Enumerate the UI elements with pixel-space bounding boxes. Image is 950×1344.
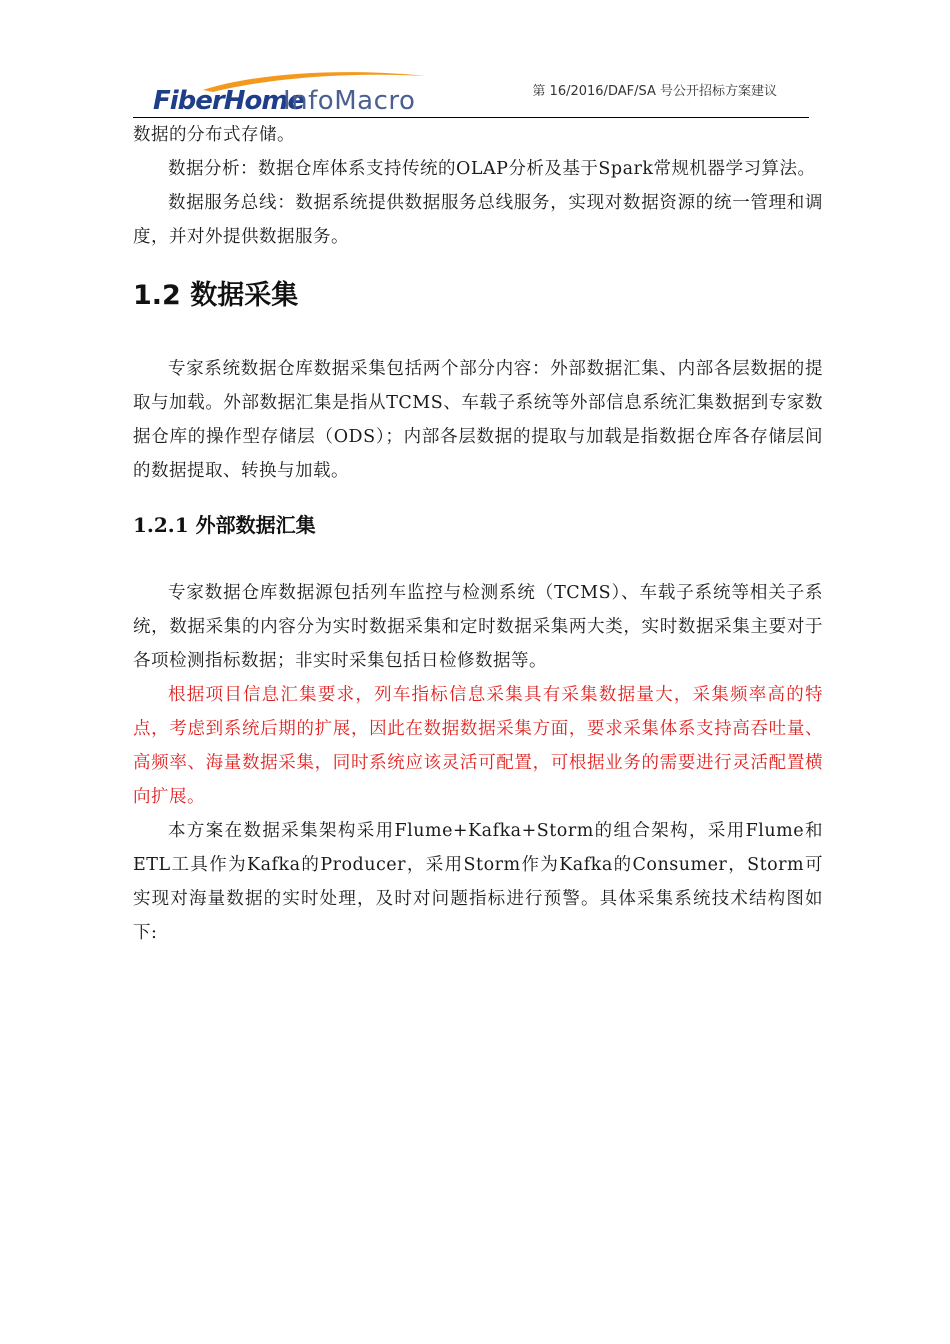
- paragraph-data-sources: 专家数据仓库数据源包括列车监控与检测系统（TCMS）、车载子系统等相关子系统，数据采集的内容分为实时数据采集和定时数据采集两大类，实时数据采集主要对于各项检测指标数据；非实时采集包括日检修数据等。: [133, 583, 823, 671]
- paragraph-collection-requirements: 根据项目信息汇集要求，列车指标信息采集具有采集数据量大，采集频率高的特点，考虑到系统后期的扩展，因此在数据数据采集方面，要求采集体系支持高吞吐量、高频率、海量数据采集，同时系统应该灵活可配置，可根据业务的需要进行灵活配置横向扩展。: [133, 685, 823, 807]
- document-number: 第 16/2016/DAF/SA 号公开招标方案建议: [532, 84, 777, 99]
- document-body: [133, 118, 823, 950]
- paragraph-data-collection-overview: 专家系统数据仓库数据采集包括两个部分内容：外部数据汇集、内部各层数据的提取与加载。外部数据汇集是指从TCMS、车载子系统等外部信息系统汇集数据到专家数据仓库的操作型存储层（ODS）；内部各层数据的提取与加载是指数据仓库各存储层间的数据提取、转换与加载。: [133, 359, 823, 481]
- logo-infomacro-text: InfoMacro: [283, 86, 416, 116]
- paragraph-distributed-storage: 数据的分布式存储。: [133, 125, 295, 145]
- section-heading-1-2: 1.2 数据采集: [133, 280, 299, 311]
- paragraph-data-service-bus: 数据服务总线：数据系统提供数据服务总线服务，实现对数据资源的统一管理和调度，并对外提供数据服务。: [133, 193, 823, 247]
- paragraph-architecture: 本方案在数据采集架构采用Flume+Kafka+Storm的组合架构，采用Flume和ETL工具作为Kafka的Producer，采用Storm作为Kafka的Consumer，Storm可实现对海量数据的实时处理，及时对问题指标进行预警。具体采集系统技术结构图如下:: [133, 821, 823, 943]
- fiberhome-infomacro-logo: [149, 66, 449, 116]
- logo-fiberhome-text: FiberHome: [153, 86, 305, 116]
- page-header: [133, 60, 809, 118]
- section-heading-1-2-1: 1.2.1 外部数据汇集: [133, 513, 316, 537]
- paragraph-data-analysis: 数据分析：数据仓库体系支持传统的OLAP分析及基于Spark常规机器学习算法。: [168, 159, 816, 179]
